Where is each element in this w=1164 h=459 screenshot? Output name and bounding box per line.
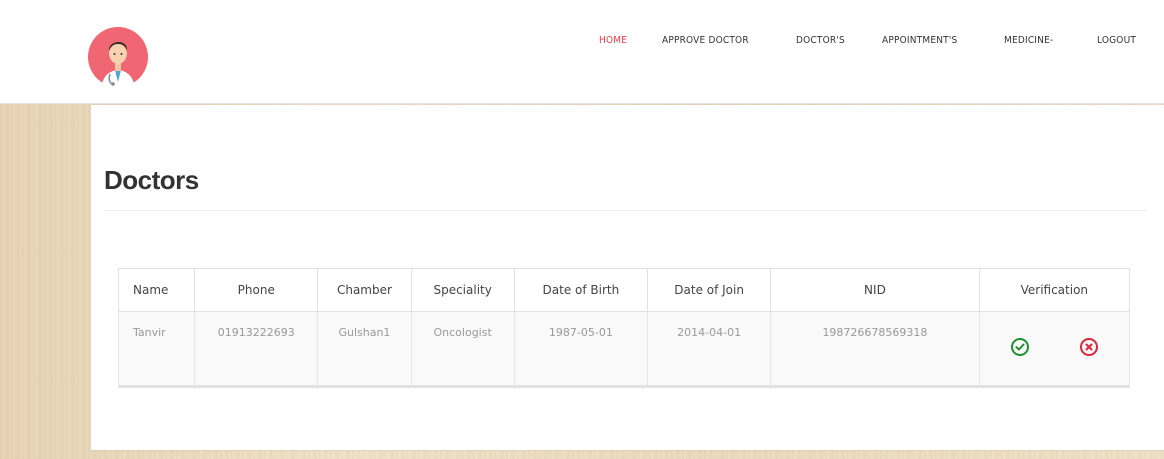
cell-chamber: Gulshan1 (318, 312, 411, 387)
header-nid: NID (771, 269, 979, 312)
header-chamber: Chamber (318, 269, 411, 312)
page-title: Doctors (104, 165, 199, 195)
header-verification: Verification (979, 269, 1129, 312)
nav-approve-doctor[interactable]: APPROVE DOCTOR (662, 35, 749, 46)
header-date-of-birth: Date of Birth (514, 269, 647, 312)
cell-nid: 198726678569318 (771, 312, 979, 387)
doctor-avatar-icon[interactable] (88, 22, 148, 92)
doctors-table (118, 268, 1130, 388)
cell-verification (979, 312, 1129, 387)
cell-phone: 01913222693 (195, 312, 318, 387)
nav-appointments[interactable]: APPOINTMENT'S (882, 35, 958, 46)
table-header-row (119, 269, 1130, 312)
title-divider (104, 210, 1147, 211)
cell-name: Tanvir (119, 312, 195, 387)
navbar (0, 0, 1164, 104)
nav-medicine-dropdown[interactable]: MEDICINE- (1004, 35, 1054, 46)
table-row (119, 312, 1130, 387)
x-circle-icon[interactable] (1080, 338, 1098, 356)
header-name: Name (119, 269, 195, 312)
main-nav (0, 35, 1164, 55)
header-date-of-join: Date of Join (648, 269, 771, 312)
content-panel (91, 105, 1164, 450)
check-circle-icon[interactable] (1011, 338, 1029, 356)
header-phone: Phone (195, 269, 318, 312)
nav-logout[interactable]: LOGOUT (1097, 35, 1137, 46)
header-speciality: Speciality (411, 269, 514, 312)
nav-home[interactable]: HOME (599, 35, 628, 46)
cell-date-of-birth: 1987-05-01 (514, 312, 647, 387)
cell-speciality: Oncologist (411, 312, 514, 387)
cell-date-of-join: 2014-04-01 (648, 312, 771, 387)
nav-doctors[interactable]: DOCTOR'S (796, 35, 845, 46)
